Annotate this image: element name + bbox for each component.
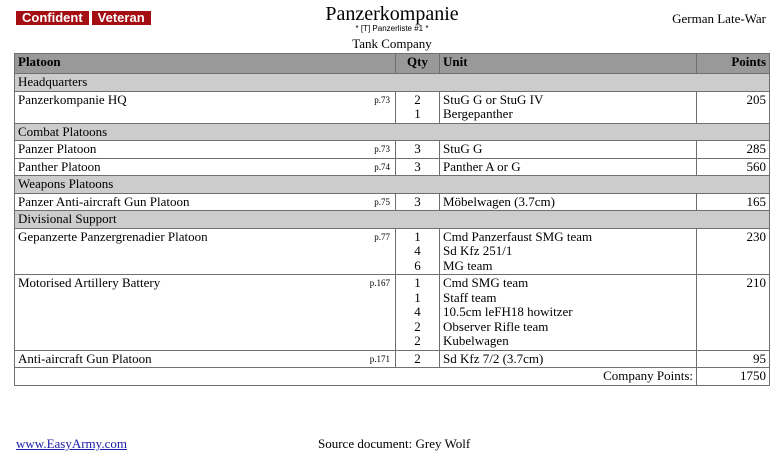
col-unit: Unit bbox=[440, 54, 697, 74]
unit-name: Staff team bbox=[443, 289, 497, 305]
platoon-cell bbox=[15, 275, 396, 351]
unit-name: 10.5cm leFH18 howitzer bbox=[443, 304, 573, 319]
total-row bbox=[15, 368, 770, 386]
qty-cell bbox=[396, 158, 440, 176]
unit-qty: 1 bbox=[414, 228, 421, 244]
platoon-name-wrap bbox=[18, 195, 392, 210]
roster-body bbox=[15, 74, 770, 368]
platoon-name-wrap bbox=[18, 276, 392, 291]
unit-qty: 6 bbox=[414, 257, 421, 273]
page-ref: p.73 bbox=[374, 144, 390, 154]
platoon-name-wrap bbox=[18, 93, 392, 108]
unit-name: Sd Kfz 7/2 (3.7cm) bbox=[443, 350, 544, 366]
unit-name: Panther A or G bbox=[443, 158, 521, 174]
section-title: Weapons Platoons bbox=[15, 176, 770, 194]
total-value: 1750 bbox=[697, 368, 770, 386]
unit-cell bbox=[440, 350, 697, 368]
unit-qty: 4 bbox=[414, 304, 421, 319]
page-ref: p.74 bbox=[374, 161, 390, 172]
page-ref: p.73 bbox=[374, 94, 390, 105]
points-cell: 230 bbox=[697, 228, 770, 275]
qty-cell bbox=[396, 141, 440, 159]
platoon-name-wrap bbox=[18, 230, 392, 245]
page-subtitle: * [T] Panzerliste #1 * bbox=[355, 24, 429, 33]
army-type: Tank Company bbox=[352, 36, 432, 51]
platoon-name-wrap bbox=[18, 352, 392, 367]
platoon-row bbox=[15, 350, 770, 368]
unit-qty: 2 bbox=[414, 91, 421, 107]
unit-cell bbox=[440, 91, 697, 123]
unit-qty: 2 bbox=[414, 333, 421, 348]
platoon-row bbox=[15, 228, 770, 275]
points-cell: 285 bbox=[697, 141, 770, 159]
page-ref: p.171 bbox=[369, 353, 390, 364]
unit-qty: 1 bbox=[414, 289, 421, 305]
points-cell: 205 bbox=[697, 91, 770, 123]
unit-name: Sd Kfz 251/1 bbox=[443, 243, 513, 258]
qty-cell bbox=[396, 91, 440, 123]
section-row bbox=[15, 123, 770, 141]
platoon-row bbox=[15, 158, 770, 176]
badge-confident: Confident bbox=[16, 11, 89, 25]
platoon-cell bbox=[15, 193, 396, 211]
platoon-cell bbox=[15, 141, 396, 159]
platoon-name: Panzer Anti-aircraft Gun Platoon bbox=[18, 193, 190, 209]
qty-cell bbox=[396, 193, 440, 211]
platoon-row bbox=[15, 91, 770, 123]
unit-qty: 1 bbox=[414, 106, 421, 121]
qty-cell bbox=[396, 275, 440, 351]
unit-name: StuG G or StuG IV bbox=[443, 91, 544, 107]
points-cell: 560 bbox=[697, 158, 770, 176]
section-row bbox=[15, 211, 770, 229]
platoon-name: Gepanzerte Panzergrenadier Platoon bbox=[18, 228, 208, 244]
col-platoon: Platoon bbox=[15, 54, 396, 74]
roster-table bbox=[14, 53, 770, 386]
header-row bbox=[15, 54, 770, 74]
nation-label: German Late-War bbox=[672, 11, 766, 26]
unit-name: Cmd Panzerfaust SMG team bbox=[443, 228, 593, 244]
unit-name: StuG G bbox=[443, 141, 483, 156]
unit-cell bbox=[440, 228, 697, 275]
unit-qty: 2 bbox=[414, 350, 421, 366]
easyarmy-link[interactable]: www.EasyArmy.com bbox=[16, 436, 127, 451]
unit-cell bbox=[440, 141, 697, 159]
unit-cell bbox=[440, 275, 697, 351]
platoon-name: Anti-aircraft Gun Platoon bbox=[18, 350, 152, 366]
page-title: Panzerkompanie bbox=[325, 3, 459, 25]
page-ref: p.75 bbox=[374, 196, 390, 207]
platoon-row bbox=[15, 275, 770, 351]
unit-qty: 3 bbox=[414, 141, 421, 156]
qty-cell bbox=[396, 350, 440, 368]
badge-veteran: Veteran bbox=[92, 11, 151, 25]
section-title: Headquarters bbox=[15, 74, 770, 92]
qty-cell bbox=[396, 228, 440, 275]
page-ref: p.77 bbox=[374, 231, 390, 242]
unit-cell bbox=[440, 193, 697, 211]
page-ref: p.167 bbox=[369, 278, 390, 288]
unit-name: Kubelwagen bbox=[443, 333, 509, 348]
platoon-name: Motorised Artillery Battery bbox=[18, 275, 161, 290]
unit-qty: 3 bbox=[414, 193, 421, 209]
unit-cell bbox=[440, 158, 697, 176]
points-cell: 210 bbox=[697, 275, 770, 351]
unit-name: Bergepanther bbox=[443, 106, 513, 121]
platoon-row bbox=[15, 193, 770, 211]
section-title: Combat Platoons bbox=[15, 123, 770, 141]
platoon-cell bbox=[15, 228, 396, 275]
unit-qty: 3 bbox=[414, 158, 421, 174]
unit-name: Cmd SMG team bbox=[443, 275, 529, 290]
platoon-cell bbox=[15, 158, 396, 176]
total-label: Company Points: bbox=[15, 368, 697, 386]
unit-name: Möbelwagen (3.7cm) bbox=[443, 193, 555, 209]
platoon-cell bbox=[15, 350, 396, 368]
unit-qty: 4 bbox=[414, 243, 421, 258]
unit-name: MG team bbox=[443, 257, 493, 273]
platoon-cell bbox=[15, 91, 396, 123]
section-title: Divisional Support bbox=[15, 211, 770, 229]
section-row bbox=[15, 176, 770, 194]
platoon-name-wrap bbox=[18, 142, 392, 157]
points-cell: 95 bbox=[697, 350, 770, 368]
col-qty: Qty bbox=[396, 54, 440, 74]
platoon-name: Panzer Platoon bbox=[18, 141, 97, 156]
platoon-name: Panzerkompanie HQ bbox=[18, 91, 127, 107]
platoon-name: Panther Platoon bbox=[18, 158, 101, 174]
unit-qty: 2 bbox=[414, 318, 421, 334]
unit-name: Observer Rifle team bbox=[443, 318, 549, 334]
platoon-name-wrap bbox=[18, 160, 392, 175]
source-document: Source document: Grey Wolf bbox=[318, 436, 471, 451]
platoon-row bbox=[15, 141, 770, 159]
unit-qty: 1 bbox=[414, 275, 421, 290]
col-points: Points bbox=[697, 54, 770, 74]
section-row bbox=[15, 74, 770, 92]
points-cell: 165 bbox=[697, 193, 770, 211]
